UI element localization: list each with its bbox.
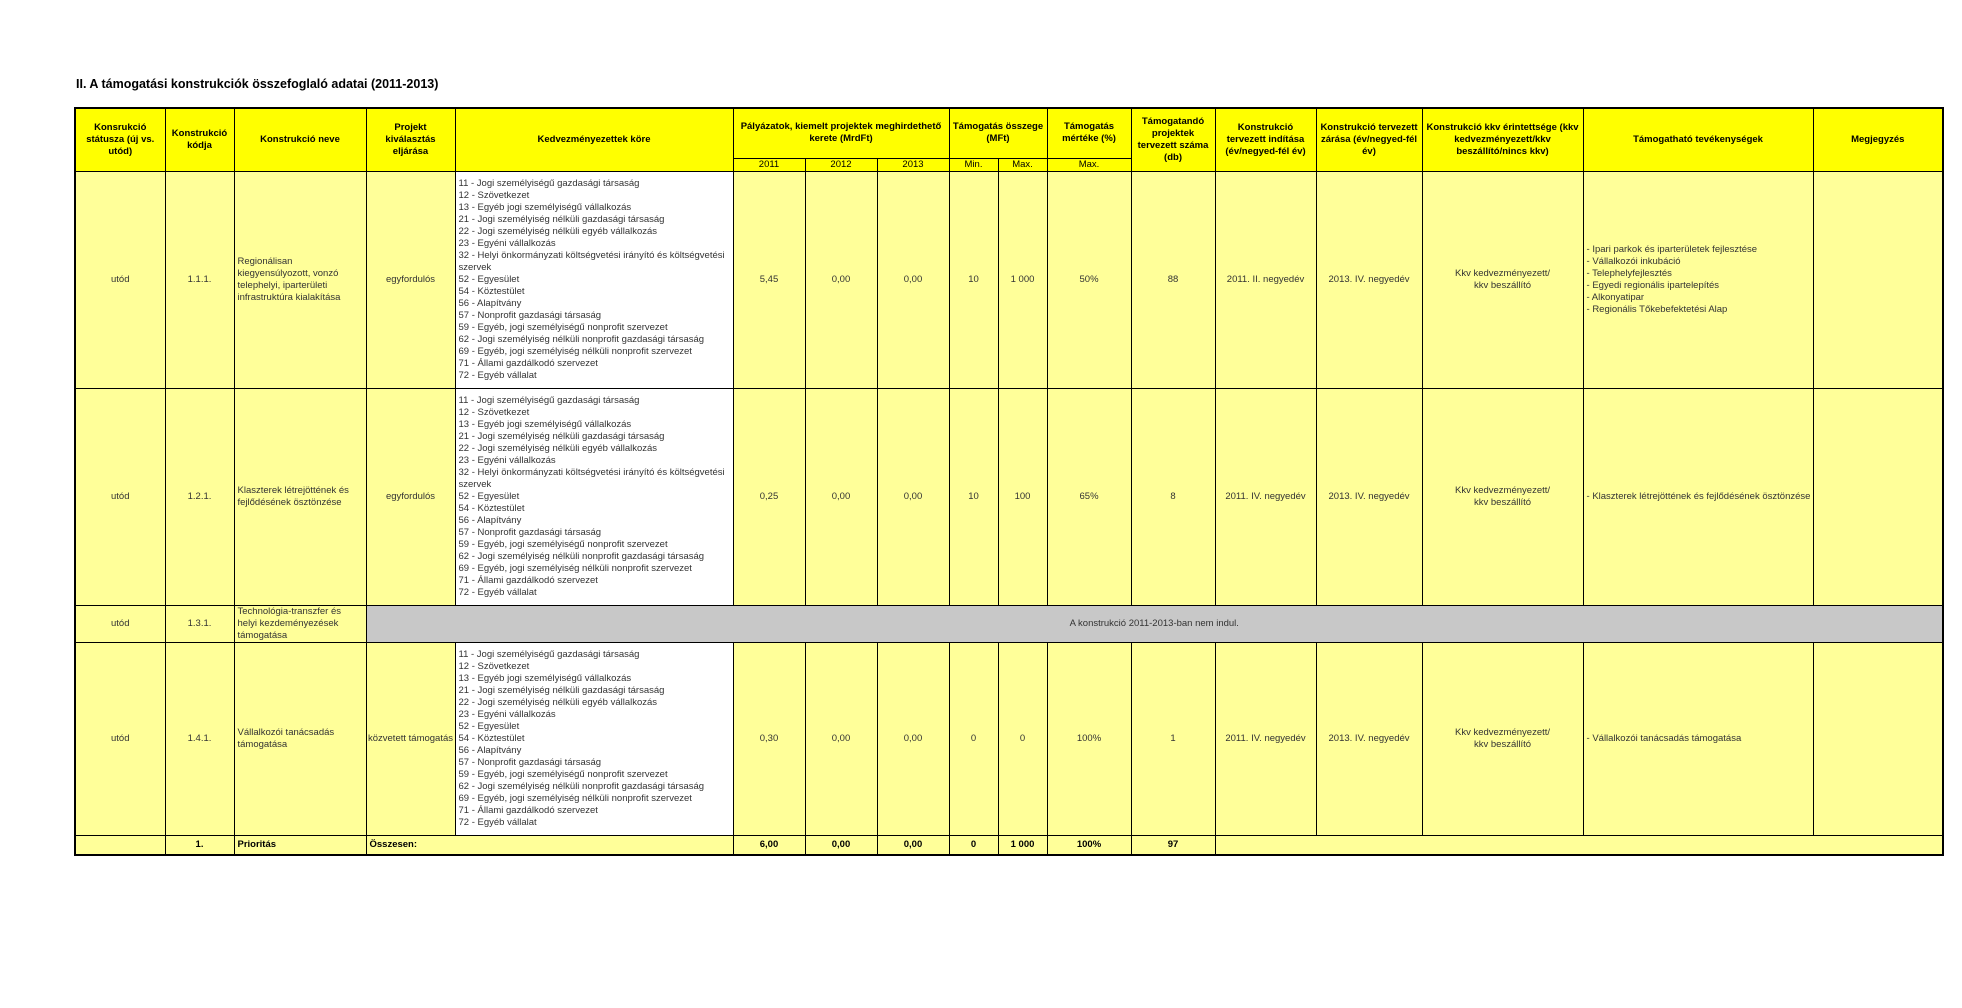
sme-line: kkv beszállító	[1474, 738, 1532, 750]
header-amount: Támogatás összege (MFt)	[949, 108, 1047, 158]
rate-cell: 100%	[1047, 642, 1131, 835]
header-year-2011: 2011	[733, 158, 805, 171]
frame-2012-cell: 0,00	[805, 642, 877, 835]
beneficiary-item: 57 - Nonprofit gazdasági társaság	[458, 309, 602, 321]
code-cell: 1.1.1.	[165, 171, 234, 388]
selection-cell: egyfordulós	[366, 388, 455, 605]
activity-item: - Klaszterek létrejöttének és fejlődésének ösztönzése	[1586, 490, 1811, 502]
beneficiary-item: 22 - Jogi személyiség nélküli egyéb vállalkozás	[458, 225, 658, 237]
total-2012-cell: 0,00	[805, 835, 877, 855]
beneficiary-item: 71 - Állami gazdálkodó szervezet	[458, 574, 598, 586]
activity-item: - Alkonyatipar	[1586, 291, 1645, 303]
beneficiaries-cell	[455, 388, 733, 605]
beneficiary-item: 12 - Szövetkezet	[458, 189, 530, 201]
beneficiary-item: 62 - Jogi személyiség nélküli nonprofit gazdasági társaság	[458, 333, 705, 345]
activity-item: - Vállalkozói tanácsadás támogatása	[1586, 732, 1742, 744]
total-rate-cell: 100%	[1047, 835, 1131, 855]
table-row	[75, 388, 1943, 605]
beneficiary-item: 13 - Egyéb jogi személyiségű vállalkozás	[458, 201, 632, 213]
header-end: Konstrukció tervezett zárása (év/negyed-fél év)	[1316, 108, 1422, 171]
selection-cell: közvetett támogatás	[366, 642, 455, 835]
table-row	[75, 642, 1943, 835]
beneficiary-item: 23 - Egyéni vállalkozás	[458, 237, 556, 249]
construction-summary-table	[74, 107, 1944, 856]
beneficiary-item: 56 - Alapítvány	[458, 514, 522, 526]
beneficiary-item: 57 - Nonprofit gazdasági társaság	[458, 526, 602, 538]
beneficiaries-cell	[455, 171, 733, 388]
sme-line: kkv beszállító	[1474, 279, 1532, 291]
amount-max-cell: 1 000	[998, 171, 1047, 388]
rate-cell: 50%	[1047, 171, 1131, 388]
code-cell: 1.4.1.	[165, 642, 234, 835]
beneficiary-item: 56 - Alapítvány	[458, 744, 522, 756]
projects-cell: 1	[1131, 642, 1215, 835]
beneficiary-item: 57 - Nonprofit gazdasági társaság	[458, 756, 602, 768]
header-name: Konstrukció neve	[234, 108, 366, 171]
header-status: Konsrukció státusza (új vs. utód)	[75, 108, 165, 171]
beneficiary-item: 52 - Egyesület	[458, 273, 520, 285]
header-year-2013: 2013	[877, 158, 949, 171]
activity-item: - Ipari parkok és iparterületek fejlesztése	[1586, 243, 1758, 255]
total-min-cell: 0	[949, 835, 998, 855]
total-empty-cell	[75, 835, 165, 855]
status-cell: utód	[75, 388, 165, 605]
beneficiary-item: 23 - Egyéni vállalkozás	[458, 708, 556, 720]
notes-cell	[1813, 642, 1943, 835]
beneficiary-item: 59 - Egyéb, jogi személyiségű nonprofit szervezet	[458, 768, 668, 780]
name-cell: Regionálisan kiegyensúlyozott, vonzó telephelyi, iparterületi infrastruktúra kialakítása	[234, 171, 366, 388]
frame-2012-cell: 0,00	[805, 171, 877, 388]
beneficiary-item: 13 - Egyéb jogi személyiségű vállalkozás	[458, 418, 632, 430]
selection-cell: egyfordulós	[366, 171, 455, 388]
beneficiary-item: 62 - Jogi személyiség nélküli nonprofit gazdasági társaság	[458, 550, 705, 562]
header-rate: Támogatás mértéke (%)	[1047, 108, 1131, 158]
end-cell: 2013. IV. negyedév	[1316, 171, 1422, 388]
start-cell: 2011. IV. negyedév	[1215, 388, 1316, 605]
end-cell: 2013. IV. negyedév	[1316, 388, 1422, 605]
beneficiary-item: 22 - Jogi személyiség nélküli egyéb vállalkozás	[458, 442, 658, 454]
beneficiary-item: 21 - Jogi személyiség nélküli gazdasági társaság	[458, 213, 665, 225]
notes-cell	[1813, 171, 1943, 388]
header-beneficiaries: Kedvezményezettek köre	[455, 108, 733, 171]
beneficiary-item: 54 - Köztestület	[458, 285, 525, 297]
beneficiary-item: 71 - Állami gazdálkodó szervezet	[458, 357, 598, 369]
amount-max-cell: 100	[998, 388, 1047, 605]
projects-cell: 8	[1131, 388, 1215, 605]
total-code-cell: 1.	[165, 835, 234, 855]
beneficiary-item: 23 - Egyéni vállalkozás	[458, 454, 556, 466]
activities-cell	[1583, 642, 1813, 835]
frame-2013-cell: 0,00	[877, 388, 949, 605]
header-activities: Támogatható tevékenységek	[1583, 108, 1813, 171]
header-selection: Projekt kiválasztás eljárása	[366, 108, 455, 171]
frame-2011-cell: 0,25	[733, 388, 805, 605]
rate-cell: 65%	[1047, 388, 1131, 605]
beneficiary-item: 62 - Jogi személyiség nélküli nonprofit gazdasági társaság	[458, 780, 705, 792]
beneficiary-item: 69 - Egyéb, jogi személyiség nélküli nonprofit szervezet	[458, 792, 692, 804]
beneficiary-item: 59 - Egyéb, jogi személyiségű nonprofit szervezet	[458, 321, 668, 333]
sme-line: Kkv kedvezményezett/	[1454, 267, 1551, 279]
beneficiary-item: 56 - Alapítvány	[458, 297, 522, 309]
beneficiary-item: 54 - Köztestület	[458, 502, 525, 514]
end-cell: 2013. IV. negyedév	[1316, 642, 1422, 835]
header-max: Max.	[998, 158, 1047, 171]
name-cell: Klaszterek létrejöttének és fejlődésének ösztönzése	[234, 388, 366, 605]
sme-cell	[1422, 388, 1583, 605]
header-start: Konstrukció tervezett indítása (év/negyed-fél év)	[1215, 108, 1316, 171]
beneficiary-item: 11 - Jogi személyiségű gazdasági társaság	[458, 394, 640, 406]
beneficiary-item: 72 - Egyéb vállalat	[458, 816, 537, 828]
sme-cell	[1422, 642, 1583, 835]
total-max-cell: 1 000	[998, 835, 1047, 855]
beneficiary-item: 69 - Egyéb, jogi személyiség nélküli nonprofit szervezet	[458, 345, 692, 357]
total-2013-cell: 0,00	[877, 835, 949, 855]
beneficiary-item: 11 - Jogi személyiségű gazdasági társaság	[458, 648, 640, 660]
beneficiary-item: 22 - Jogi személyiség nélküli egyéb vállalkozás	[458, 696, 658, 708]
sme-line: Kkv kedvezményezett/	[1454, 726, 1551, 738]
total-trailing-cell	[1215, 835, 1943, 855]
sme-line: Kkv kedvezményezett/	[1454, 484, 1551, 496]
amount-min-cell: 10	[949, 388, 998, 605]
beneficiary-item: 21 - Jogi személyiség nélküli gazdasági társaság	[458, 684, 665, 696]
activities-cell	[1583, 171, 1813, 388]
beneficiary-item: 21 - Jogi személyiség nélküli gazdasági társaság	[458, 430, 665, 442]
header-code: Konstrukció kódja	[165, 108, 234, 171]
beneficiary-item: 13 - Egyéb jogi személyiségű vállalkozás	[458, 672, 632, 684]
notes-cell	[1813, 388, 1943, 605]
document-title: II. A támogatási konstrukciók összefoglaló adatai (2011-2013)	[76, 77, 439, 91]
sme-line: kkv beszállító	[1474, 496, 1532, 508]
beneficiary-item: 72 - Egyéb vállalat	[458, 586, 537, 598]
activities-cell	[1583, 388, 1813, 605]
header-notes: Megjegyzés	[1813, 108, 1943, 171]
start-cell: 2011. II. negyedév	[1215, 171, 1316, 388]
status-cell: utód	[75, 642, 165, 835]
beneficiary-item: 32 - Helyi önkormányzati költségvetési irányító és költségvetési szervek	[458, 466, 725, 490]
header-sme: Konstrukció kkv érintettsége (kkv kedvezményezett/kkv beszállító/nincs kkv)	[1422, 108, 1583, 171]
beneficiary-item: 32 - Helyi önkormányzati költségvetési irányító és költségvetési szervek	[458, 249, 725, 273]
total-projects-cell: 97	[1131, 835, 1215, 855]
status-cell: utód	[75, 171, 165, 388]
amount-min-cell: 0	[949, 642, 998, 835]
header-year-2012: 2012	[805, 158, 877, 171]
beneficiaries-cell	[455, 642, 733, 835]
amount-min-cell: 10	[949, 171, 998, 388]
table-row	[75, 605, 1943, 642]
name-cell: Vállalkozói tanácsadás támogatása	[234, 642, 366, 835]
frame-2013-cell: 0,00	[877, 171, 949, 388]
header-min: Min.	[949, 158, 998, 171]
code-cell: 1.3.1.	[165, 605, 234, 642]
beneficiary-item: 71 - Állami gazdálkodó szervezet	[458, 804, 598, 816]
code-cell: 1.2.1.	[165, 388, 234, 605]
beneficiary-item: 52 - Egyesület	[458, 490, 520, 502]
frame-2011-cell: 5,45	[733, 171, 805, 388]
name-cell: Technológia-transzfer és helyi kezdeményezések támogatása	[234, 605, 366, 642]
total-2011-cell: 6,00	[733, 835, 805, 855]
activity-item: - Regionális Tőkebefektetési Alap	[1586, 303, 1728, 315]
total-label-cell: Összesen:	[366, 835, 733, 855]
header-projects: Támogatandó projektek tervezett száma (db)	[1131, 108, 1215, 171]
beneficiary-item: 59 - Egyéb, jogi személyiségű nonprofit szervezet	[458, 538, 668, 550]
activity-item: - Vállalkozói inkubáció	[1586, 255, 1681, 267]
table-row	[75, 171, 1943, 388]
beneficiary-item: 72 - Egyéb vállalat	[458, 369, 537, 381]
start-cell: 2011. IV. negyedév	[1215, 642, 1316, 835]
activity-item: - Egyedi regionális ipartelepítés	[1586, 279, 1720, 291]
frame-2012-cell: 0,00	[805, 388, 877, 605]
not-launched-note: A konstrukció 2011-2013-ban nem indul.	[366, 605, 1943, 642]
frame-2011-cell: 0,30	[733, 642, 805, 835]
amount-max-cell: 0	[998, 642, 1047, 835]
beneficiary-item: 11 - Jogi személyiségű gazdasági társaság	[458, 177, 640, 189]
beneficiary-item: 12 - Szövetkezet	[458, 406, 530, 418]
total-row	[75, 835, 1943, 855]
projects-cell: 88	[1131, 171, 1215, 388]
activity-item: - Telephelyfejlesztés	[1586, 267, 1672, 279]
beneficiary-item: 12 - Szövetkezet	[458, 660, 530, 672]
sme-cell	[1422, 171, 1583, 388]
beneficiary-item: 54 - Köztestület	[458, 732, 525, 744]
beneficiary-item: 69 - Egyéb, jogi személyiség nélküli nonprofit szervezet	[458, 562, 692, 574]
status-cell: utód	[75, 605, 165, 642]
frame-2013-cell: 0,00	[877, 642, 949, 835]
header-rate-max: Max.	[1047, 158, 1131, 171]
beneficiary-item: 52 - Egyesület	[458, 720, 520, 732]
header-frame: Pályázatok, kiemelt projektek meghirdethető kerete (MrdFt)	[733, 108, 949, 158]
total-name-cell: Prioritás	[234, 835, 366, 855]
